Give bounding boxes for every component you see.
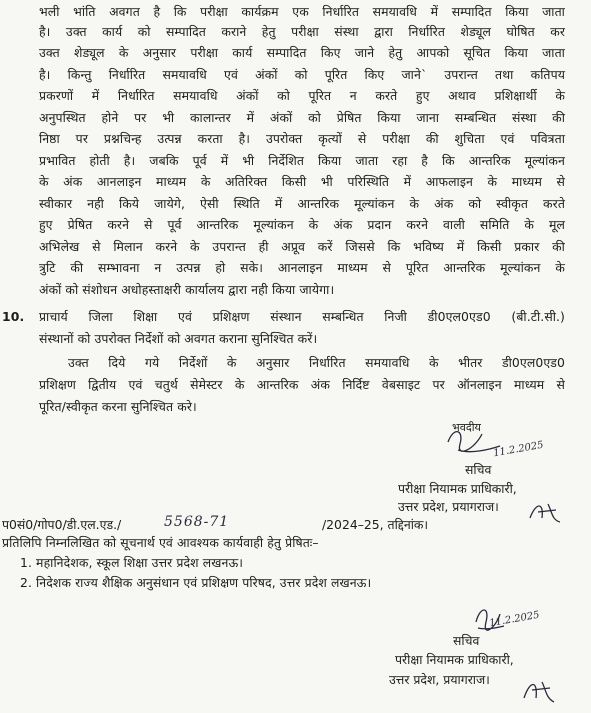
point-10-line-1: प्राचार्य जिला शिक्षा एवं प्रशिक्षण संस्थान सम्बन्धित निजी डी0एल0एड0 (बी.टी.सी.) [39, 309, 565, 324]
initials-1 [526, 498, 566, 526]
copy-to-item: 1. महानिदेशक, स्कूल शिक्षा उत्तर प्रदेश लखनऊ। [20, 555, 244, 570]
body-line: अभिलेख से मिलान करने के उपरान्त ही अप्रूव करें जिससे कि भविष्य में किसी प्रकार की [39, 239, 565, 254]
body-line: अनुपस्थित होने पर भी कालान्तर में अंकों को प्रेषित किया जाना सम्बन्धित संस्था की [39, 110, 565, 125]
reference-suffix: /2024–25, तद्दिनांक। [322, 517, 429, 532]
point-number: 10. [2, 309, 25, 324]
body-line: के अंक आनलाइन माध्यम के अतिरिक्त किसी भी परिस्थिति में आफलाइन के माध्यम से [39, 174, 565, 189]
location-1: उत्तर प्रदेश, प्रयागराज। [398, 499, 499, 514]
handwritten-date-1: 11.2.2025 [492, 439, 545, 460]
body-line: है। उक्त कार्य को सम्पादित कराने हेतु परीक्षा संस्था द्वारा निर्धारित शेड्यूल घोषित कर [39, 24, 565, 39]
body-line: प्रभावित होती है। जबकि पूर्व में भी निर्देशित किया जाता रहा है कि आन्तरिक मूल्यांकन [39, 153, 565, 168]
body-line: त्रुटि की सम्भावना न उत्पन्न हो सके। आनलाइन माध्यम से पूरित आन्तरिक मूल्यांकन के [39, 260, 565, 275]
reference-prefix: प0सं0/गोप0/डी.एल.एड./ [2, 517, 122, 532]
body-line: भली भांति अवगत है कि परीक्षा कार्यक्रम एक निर्धारित समयावधि में सम्पादित किया जाता [39, 4, 565, 19]
location-2: उत्तर प्रदेश, प्रयागराज। [389, 672, 490, 687]
copy-to-intro: प्रतिलिपि निम्नलिखित को सूचनार्थ एवं आवश्यक कार्यवाही हेतु प्रेषितः– [2, 535, 319, 550]
body-line: है। किन्तु निर्धारित समयावधि एवं अंकों को पूरित किए जाने` उपरान्त तथा कतिपय [39, 67, 565, 82]
designation-2: सचिव [453, 633, 480, 648]
reference-number: 5568-71 [164, 514, 230, 530]
body-line: निष्ठा पर प्रश्नचिन्ह उत्पन्न करता है। उपरोक्त कृत्यों से परीक्षा की शुचिता एवं पवित्रता [39, 131, 565, 146]
body-line: उक्त शेड्यूल के अनुसार परीक्षा कार्य सम्पादित किए जाने हेतु आपको सूचित किया जाता [39, 45, 565, 60]
initials-2 [520, 676, 560, 706]
closing-line: प्रशिक्षण द्वितीय एवं चतुर्थ सेमेस्टर के आन्तरिक अंक निर्दिष्ट वेबसाइट पर ऑनलाइन माध्यम से [39, 377, 565, 392]
body-line: अंकों को संशोधन अधोहस्ताक्षरी कार्यालय द्वारा नही किया जायेगा। [39, 282, 335, 297]
copy-to-item: 2. निदेशक राज्य शैक्षिक अनुसंधान एवं प्रशिक्षण परिषद, उत्तर प्रदेश लखनऊ। [20, 575, 372, 590]
office-1: परीक्षा नियामक प्राधिकारी, [398, 481, 517, 496]
handwritten-date-2: 11.2.2025 [488, 609, 541, 630]
body-line: हुए प्रेषित करने से पूर्व आन्तरिक मूल्यांकन के अंक प्रदान करने वाली समिति के मूल [39, 217, 565, 232]
closing-line: पूरित/स्वीकृत करना सुनिश्चित करे। [39, 399, 197, 414]
body-line: स्वीकार नही किये जायेगे, ऐसी स्थिति में आन्तरिक मूल्यांकन के अंक को स्वीकृत करते [39, 196, 565, 211]
valediction: भवदीय [452, 421, 481, 434]
office-2: परीक्षा नियामक प्राधिकारी, [395, 652, 514, 667]
designation-1: सचिव [465, 462, 492, 477]
body-line: प्रकरणों में निर्धारित समयावधि अंकों को पूरित न करते हुए अथाव प्रशिक्षार्थी के [39, 88, 565, 103]
closing-line: उक्त दिये गये निर्देशों के अनुसार निर्धारित समयावधि के भीतर डी0एल0एड0 [68, 355, 565, 370]
point-10-line-2: संस्थानों को उपरोक्त निर्देशों को अवगत कराना सुनिश्चित करें। [39, 331, 318, 346]
